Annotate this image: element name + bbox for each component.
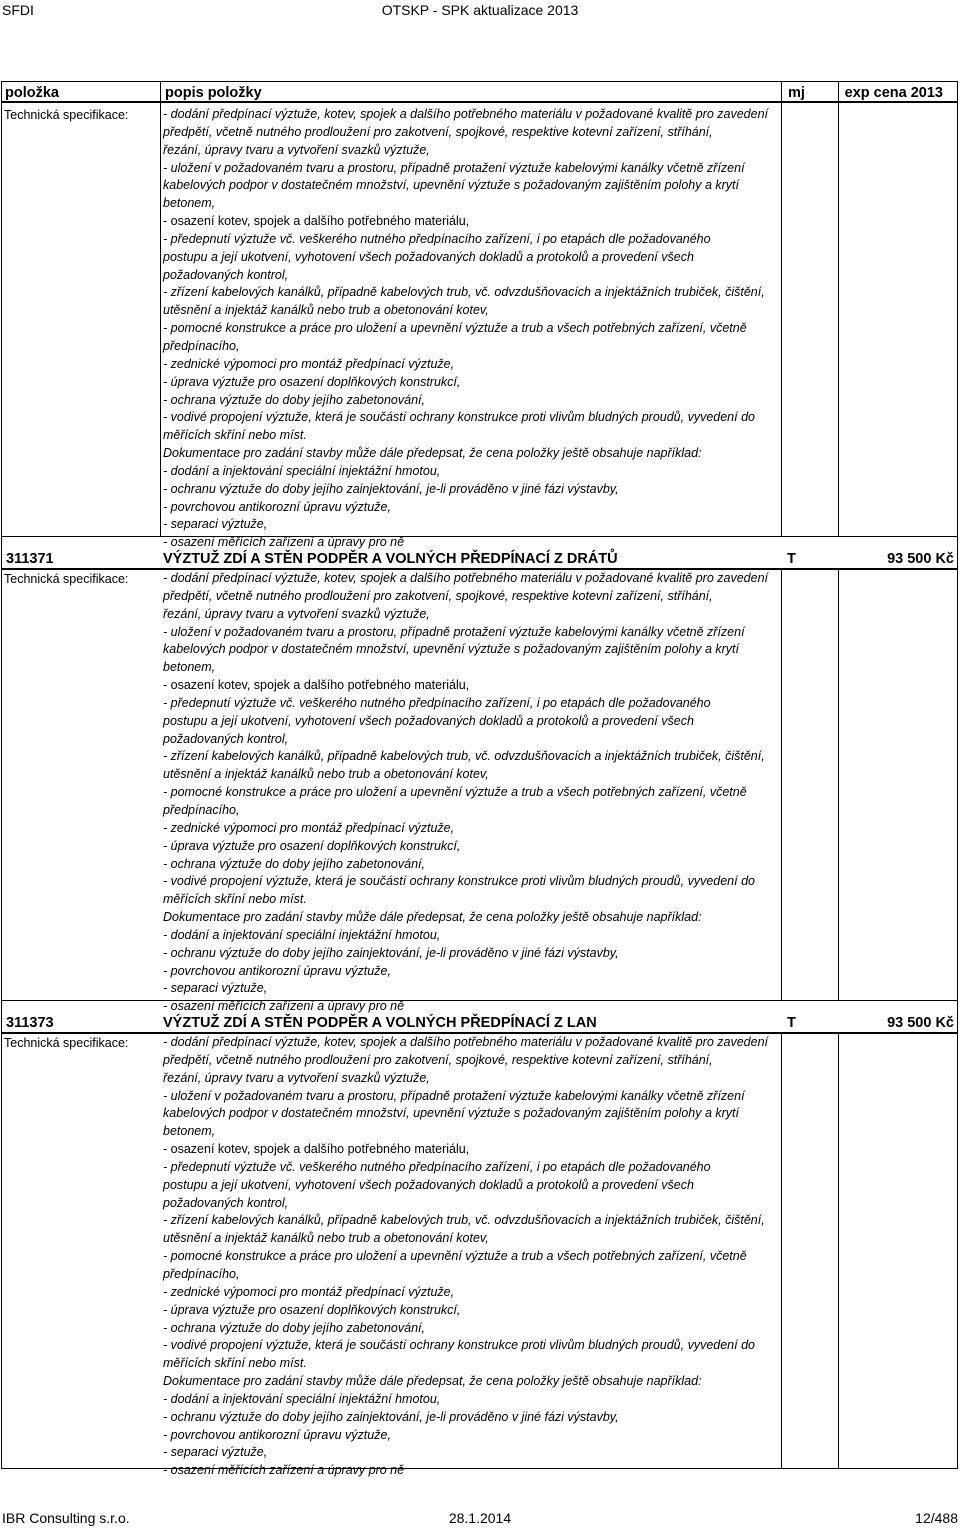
spec-line: kabelových podpor v dostatečném množství, upevnění výztuže s požadovaným zajištěním polohy a krytí xyxy=(163,178,739,193)
spec-line: utěsnění a injektáž kanálků nebo trub a obetonování kotev, xyxy=(163,303,489,318)
spec-line: předpětí, včetně nutného prodloužení pro zakotvení, spojkové, respektive kotevní zařízení, stříhání, xyxy=(163,588,713,603)
spec-line: měřících skříní nebo míst. xyxy=(163,428,307,443)
spec-line: - dodání a injektování speciální injektážní hmotou, xyxy=(163,1391,441,1406)
item-unit: T xyxy=(787,551,796,567)
spec-line: - zednické výpomoci pro montáž předpínací výztuže, xyxy=(163,1284,455,1299)
spec-line: - dodání předpínací výztuže, kotev, spojek a dalšího potřebného materiálu v požadované kvalitě pro zavedení xyxy=(163,107,769,121)
spec-line: betonem, xyxy=(163,660,216,675)
spec-line: Dokumentace pro zadání stavby může dále předepsat, že cena položky ještě obsahuje například: xyxy=(163,910,702,925)
column-divider xyxy=(781,1034,782,1468)
spec-label: Technická specifikace: xyxy=(4,108,129,122)
spec-line: požadovaných kontrol, xyxy=(163,267,289,282)
spec-line: - ochrana výztuže do doby jejího zabetonování, xyxy=(163,392,425,407)
spec-text xyxy=(163,1034,773,1478)
item-unit: T xyxy=(787,1015,796,1031)
spec-line: - separaci výztuže, xyxy=(163,1445,268,1460)
spec-line: - povrchovou antikorozní úpravu výztuže, xyxy=(163,1427,391,1442)
spec-line: řezání, úpravy tvaru a vytvoření svazků výztuže, xyxy=(163,1070,430,1085)
spec-line: - ochranu výztuže do doby jejího zainjektování, je-li prováděno v jiné fázi výstavby, xyxy=(163,481,619,496)
footer-date: 28.1.2014 xyxy=(448,1510,512,1526)
column-divider xyxy=(838,1034,839,1468)
spec-line: - separaci výztuže, xyxy=(163,981,268,996)
spec-line: předpínacího, xyxy=(163,338,240,353)
spec-line: - úprava výztuže pro osazení doplňkových konstrukcí, xyxy=(163,374,461,389)
spec-line: postupu a její ukotvení, vyhotovení všech požadovaných dokladů a protokolů a provedení všech xyxy=(163,249,694,264)
spec-line: předpětí, včetně nutného prodloužení pro zakotvení, spojkové, respektive kotevní zařízení, stříhání, xyxy=(163,1052,713,1067)
spec-line: - dodání předpínací výztuže, kotev, spojek a dalšího potřebného materiálu v požadované kvalitě pro zavedení xyxy=(163,1035,769,1049)
spec-line: řezání, úpravy tvaru a vytvoření svazků výztuže, xyxy=(163,142,430,157)
spec-line: - vodivé propojení výztuže, která je součástí ochrany konstrukce proti vlivům bludných proudů, vyvedení do xyxy=(163,410,755,425)
spec-line: - pomocné konstrukce a práce pro uložení a upevnění výztuže a trub a všech potřebných zařízení, včetně xyxy=(163,785,747,800)
column-mj: mj xyxy=(788,85,805,101)
spec-line: - uložení v požadovaném tvaru a prostoru, případně protažení výztuže kabelovými kanálky včetně zřízení xyxy=(163,1088,745,1103)
spec-line: požadovaných kontrol, xyxy=(163,731,289,746)
spec-line: Dokumentace pro zadání stavby může dále předepsat, že cena položky ještě obsahuje například: xyxy=(163,1374,702,1389)
spec-line: - předepnutí výztuže vč. veškerého nutného předpínacího zařízení, i po etapách dle požadovaného xyxy=(163,695,711,710)
header-center: OTSKP - SPK aktualizace 2013 xyxy=(381,2,579,18)
spec-line: - zřízení kabelových kanálků, případně kabelových trub, vč. odvzdušňovacích a injektážních trubiček, čištění, xyxy=(163,749,765,764)
spec-line: - úprava výztuže pro osazení doplňkových konstrukcí, xyxy=(163,1302,461,1317)
column-polozka: položka xyxy=(5,85,59,101)
spec-line: - předepnutí výztuže vč. veškerého nutného předpínacího zařízení, i po etapách dle požadovaného xyxy=(163,231,711,246)
spec-line: betonem, xyxy=(163,1124,216,1139)
item-price: 93 500 Kč xyxy=(887,551,954,567)
spec-line: - osazení kotev, spojek a dalšího potřebného materiálu, xyxy=(163,678,470,693)
spec-line: - ochranu výztuže do doby jejího zainjektování, je-li prováděno v jiné fázi výstavby, xyxy=(163,1409,619,1424)
spec-line: utěsnění a injektáž kanálků nebo trub a obetonování kotev, xyxy=(163,767,489,782)
spec-line: - pomocné konstrukce a práce pro uložení a upevnění výztuže a trub a všech potřebných zařízení, včetně xyxy=(163,1249,747,1264)
spec-line: - osazení měřících zařízení a úpravy pro ně xyxy=(163,999,405,1014)
spec-line: řezání, úpravy tvaru a vytvoření svazků výztuže, xyxy=(163,606,430,621)
item-name: VÝZTUŽ ZDÍ A STĚN PODPĚR A VOLNÝCH PŘEDPÍNACÍ Z LAN xyxy=(163,1015,597,1031)
spec-line: - povrchovou antikorozní úpravu výztuže, xyxy=(163,499,391,514)
spec-line: měřících skříní nebo míst. xyxy=(163,1356,307,1371)
spec-line: - osazení kotev, spojek a dalšího potřebného materiálu, xyxy=(163,214,470,229)
spec-line: - ochrana výztuže do doby jejího zabetonování, xyxy=(163,1320,425,1335)
spec-line: betonem, xyxy=(163,196,216,211)
spec-text xyxy=(163,106,773,550)
spec-line: - dodání a injektování speciální injektážní hmotou, xyxy=(163,463,441,478)
spec-line: předpětí, včetně nutného prodloužení pro zakotvení, spojkové, respektive kotevní zařízení, stříhání, xyxy=(163,124,713,139)
table-border-left xyxy=(1,81,2,1469)
spec-line: - uložení v požadovaném tvaru a prostoru, případně protažení výztuže kabelovými kanálky včetně zřízení xyxy=(163,624,745,639)
column-divider xyxy=(838,570,839,1000)
item-code: 311371 xyxy=(6,551,54,567)
page-header xyxy=(0,0,960,22)
spec-line: požadovaných kontrol, xyxy=(163,1195,289,1210)
spec-line: - osazení kotev, spojek a dalšího potřebného materiálu, xyxy=(163,1142,470,1157)
item-code: 311373 xyxy=(6,1015,54,1031)
item-price: 93 500 Kč xyxy=(887,1015,954,1031)
spec-line: - osazení měřících zařízení a úpravy pro ně xyxy=(163,1463,405,1478)
spec-line: - pomocné konstrukce a práce pro uložení a upevnění výztuže a trub a všech potřebných zařízení, včetně xyxy=(163,321,747,336)
spec-label: Technická specifikace: xyxy=(4,572,129,586)
footer-company: IBR Consulting s.r.o. xyxy=(2,1510,130,1526)
spec-line: postupu a její ukotvení, vyhotovení všech požadovaných dokladů a protokolů a provedení všech xyxy=(163,713,694,728)
column-cena: exp cena 2013 xyxy=(844,85,943,101)
spec-line: předpínacího, xyxy=(163,802,240,817)
spec-line: Dokumentace pro zadání stavby může dále předepsat, že cena položky ještě obsahuje například: xyxy=(163,446,702,461)
spec-line: - dodání předpínací výztuže, kotev, spojek a dalšího potřebného materiálu v požadované kvalitě pro zavedení xyxy=(163,571,769,585)
spec-line: - dodání a injektování speciální injektážní hmotou, xyxy=(163,927,441,942)
spec-line: - uložení v požadovaném tvaru a prostoru, případně protažení výztuže kabelovými kanálky včetně zřízení xyxy=(163,160,745,175)
spec-line: - ochrana výztuže do doby jejího zabetonování, xyxy=(163,856,425,871)
spec-line: - ochranu výztuže do doby jejího zainjektování, je-li prováděno v jiné fázi výstavby, xyxy=(163,945,619,960)
spec-line: měřících skříní nebo míst. xyxy=(163,892,307,907)
spec-line: - osazení měřících zařízení a úpravy pro ně xyxy=(163,535,405,550)
table-border-right xyxy=(957,81,958,1469)
column-divider xyxy=(838,81,839,536)
footer-page-number: 12/488 xyxy=(915,1510,958,1526)
spec-line: kabelových podpor v dostatečném množství, upevnění výztuže s požadovaným zajištěním polohy a krytí xyxy=(163,1106,739,1121)
column-header-row xyxy=(1,81,957,103)
spec-line: - separaci výztuže, xyxy=(163,517,268,532)
spec-line: - vodivé propojení výztuže, která je součástí ochrany konstrukce proti vlivům bludných proudů, vyvedení do xyxy=(163,874,755,889)
header-left: SFDI xyxy=(2,2,34,18)
spec-line: - zřízení kabelových kanálků, případně kabelových trub, vč. odvzdušňovacích a injektážních trubiček, čištění, xyxy=(163,285,765,300)
spec-line: kabelových podpor v dostatečném množství, upevnění výztuže s požadovaným zajištěním polohy a krytí xyxy=(163,642,739,657)
spec-line: - úprava výztuže pro osazení doplňkových konstrukcí, xyxy=(163,838,461,853)
spec-line: - povrchovou antikorozní úpravu výztuže, xyxy=(163,963,391,978)
spec-line: - zednické výpomoci pro montáž předpínací výztuže, xyxy=(163,356,455,371)
column-popis: popis položky xyxy=(165,85,262,101)
spec-line: - zřízení kabelových kanálků, případně kabelových trub, vč. odvzdušňovacích a injektážních trubiček, čištění, xyxy=(163,1213,765,1228)
spec-line: - vodivé propojení výztuže, která je součástí ochrany konstrukce proti vlivům bludných proudů, vyvedení do xyxy=(163,1338,755,1353)
spec-label: Technická specifikace: xyxy=(4,1036,129,1050)
item-name: VÝZTUŽ ZDÍ A STĚN PODPĚR A VOLNÝCH PŘEDPÍNACÍ Z DRÁTŮ xyxy=(163,551,618,567)
spec-line: předpínacího, xyxy=(163,1266,240,1281)
spec-line: utěsnění a injektáž kanálků nebo trub a obetonování kotev, xyxy=(163,1231,489,1246)
spec-line: - zednické výpomoci pro montáž předpínací výztuže, xyxy=(163,820,455,835)
spec-line: postupu a její ukotvení, vyhotovení všech požadovaných dokladů a protokolů a provedení všech xyxy=(163,1177,694,1192)
column-divider xyxy=(160,81,161,536)
column-divider xyxy=(781,570,782,1000)
column-divider xyxy=(781,81,782,536)
spec-text xyxy=(163,570,773,1014)
spec-line: - předepnutí výztuže vč. veškerého nutného předpínacího zařízení, i po etapách dle požadovaného xyxy=(163,1159,711,1174)
